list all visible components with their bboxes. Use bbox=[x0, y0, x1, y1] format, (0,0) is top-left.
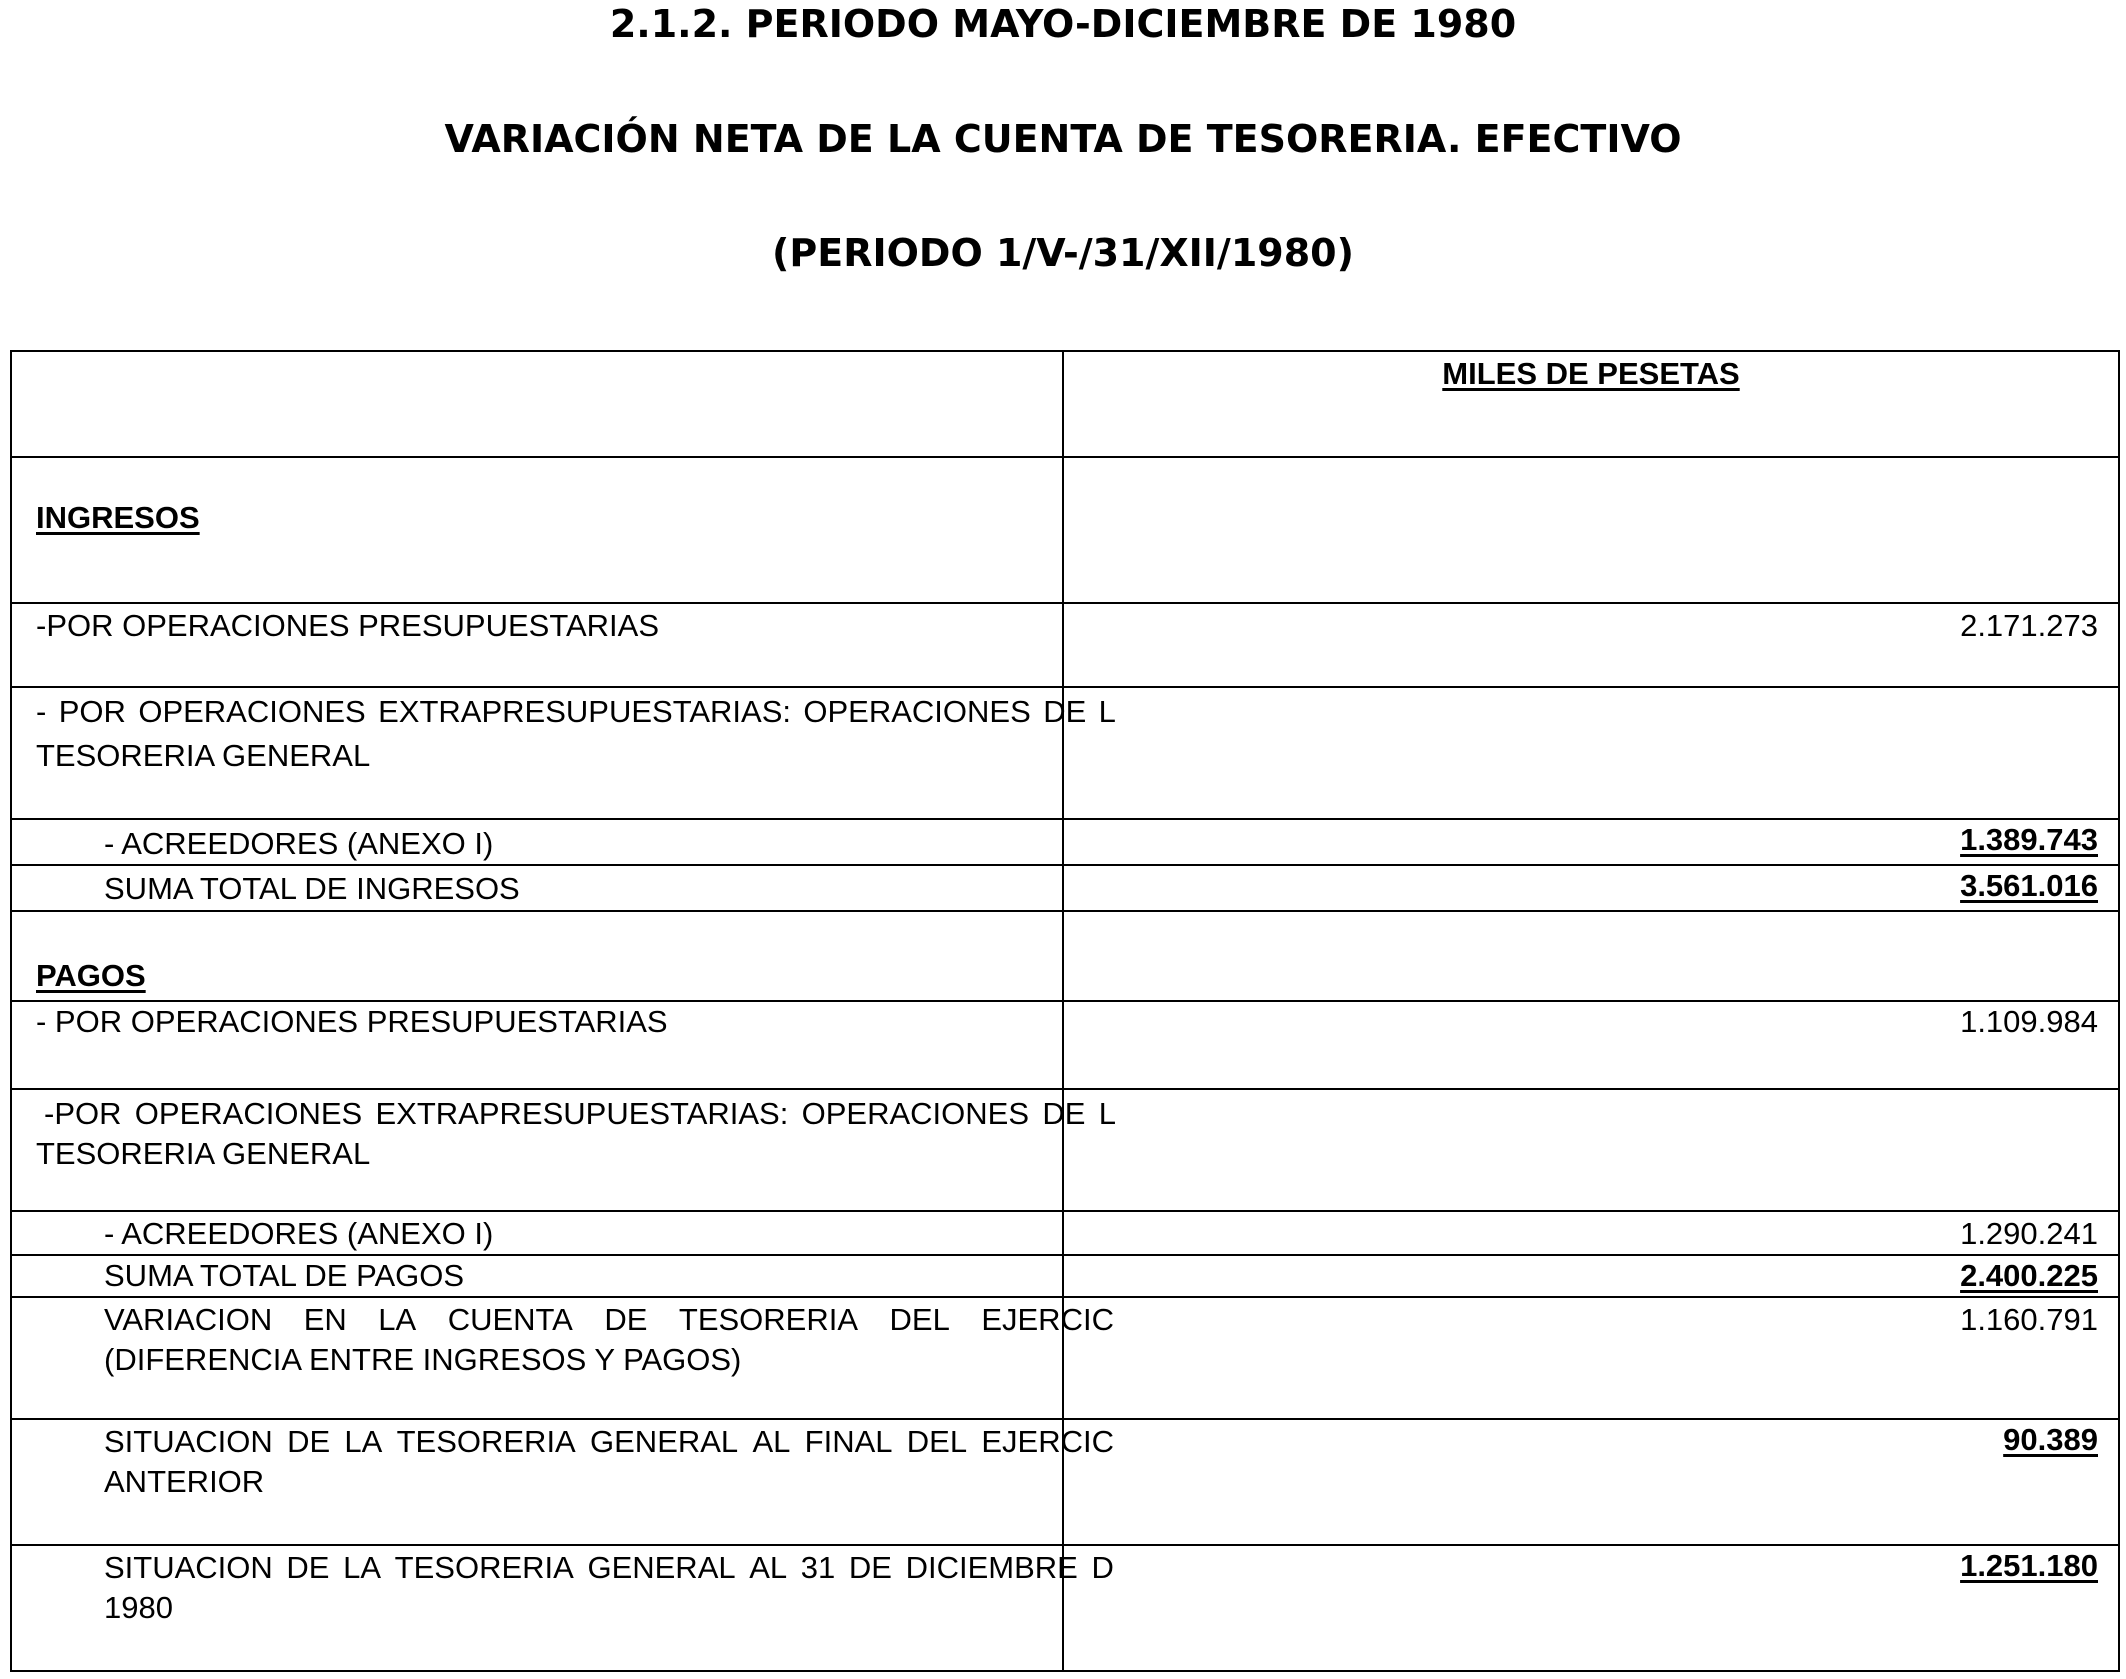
empty-value-cell bbox=[1063, 687, 2119, 819]
label-word: DEL bbox=[889, 1302, 950, 1337]
pagos-extra-line2: TESORERIA GENERAL bbox=[36, 1136, 371, 1171]
header-row bbox=[11, 351, 2119, 457]
ingresos-extra-line1 bbox=[36, 692, 1116, 732]
label-cell bbox=[11, 1419, 1114, 1545]
variacion-label bbox=[12, 1298, 1114, 1380]
ingresos-acreedores-label: - ACREEDORES (ANEXO I) bbox=[104, 826, 494, 861]
ingresos-heading-row bbox=[11, 457, 2119, 603]
pagos-presupuestarias-value: 1.109.984 bbox=[1960, 1004, 2098, 1039]
situacion-final-label bbox=[12, 1546, 1114, 1628]
table-row bbox=[11, 1089, 2119, 1211]
label-cell bbox=[11, 1255, 1063, 1297]
value-cell bbox=[1063, 865, 2119, 911]
pagos-total-label: SUMA TOTAL DE PAGOS bbox=[104, 1258, 465, 1293]
pagos-total-value: 2.400.225 bbox=[1960, 1258, 2098, 1293]
table-row bbox=[11, 1211, 2119, 1255]
label-word: VARIACION bbox=[104, 1302, 273, 1337]
ingresos-heading: INGRESOS bbox=[36, 500, 200, 535]
document-title: VARIACIÓN NETA DE LA CUENTA DE TESORERIA. EFECTIVO bbox=[444, 117, 1682, 161]
value-cell bbox=[1063, 1419, 2119, 1545]
label-word: OPERACIONES bbox=[803, 694, 1031, 729]
label-word: LA bbox=[344, 1424, 383, 1459]
table-row bbox=[11, 819, 2119, 865]
label-word: CUENTA bbox=[447, 1302, 573, 1337]
label-word: LA bbox=[343, 1550, 382, 1585]
label-word: L bbox=[1098, 1096, 1116, 1131]
label-word: EN bbox=[303, 1302, 347, 1337]
pagos-extra-line1 bbox=[44, 1094, 1116, 1134]
label-word: L bbox=[1098, 694, 1116, 729]
label-word: POR bbox=[58, 694, 126, 729]
value-cell bbox=[1063, 1545, 2119, 1671]
label-cell bbox=[11, 865, 1063, 911]
label-word: OPERACIONES bbox=[134, 1096, 363, 1131]
label-word: TESORERIA bbox=[678, 1302, 859, 1337]
label-word: EXTRAPRESUPUESTARIAS: bbox=[378, 694, 791, 729]
label-word: GENERAL bbox=[590, 1424, 739, 1459]
label-word: GENERAL bbox=[587, 1550, 736, 1585]
value-cell bbox=[1063, 819, 2119, 865]
table-row bbox=[11, 1001, 2119, 1089]
label-word: DE bbox=[604, 1302, 648, 1337]
table-row bbox=[11, 1255, 2119, 1297]
table-row bbox=[11, 1297, 2119, 1419]
ingresos-acreedores-value: 1.389.743 bbox=[1960, 822, 2098, 857]
label-word: EXTRAPRESUPUESTARIAS: bbox=[375, 1096, 789, 1131]
table-row bbox=[11, 1545, 2119, 1671]
label-word: LA bbox=[378, 1302, 417, 1337]
situacion-anterior-label bbox=[12, 1420, 1114, 1502]
ingresos-presupuestarias-label: -POR OPERACIONES PRESUPUESTARIAS bbox=[36, 608, 659, 643]
pagos-heading-cell bbox=[11, 911, 1063, 1001]
header-empty-cell bbox=[11, 351, 1063, 457]
label-word: FINAL bbox=[804, 1424, 893, 1459]
label-cell bbox=[11, 603, 1063, 687]
table-row bbox=[11, 603, 2119, 687]
label-word: EJERCIC bbox=[981, 1302, 1114, 1337]
label-word: DE bbox=[848, 1550, 892, 1585]
variacion-line2: (DIFERENCIA ENTRE INGRESOS Y PAGOS) bbox=[104, 1342, 742, 1377]
label-word: TESORERIA bbox=[396, 1424, 576, 1459]
label-cell bbox=[11, 1211, 1063, 1255]
empty-value-cell bbox=[1063, 1089, 2119, 1211]
label-cell bbox=[11, 1545, 1114, 1671]
section-title: 2.1.2. PERIODO MAYO-DICIEMBRE DE 1980 bbox=[609, 2, 1517, 46]
label-word: SITUACION bbox=[104, 1550, 273, 1585]
table-row bbox=[11, 865, 2119, 911]
empty-value-cell bbox=[1063, 911, 2119, 1001]
column-header-cell bbox=[1063, 351, 2119, 457]
table-row bbox=[11, 687, 2119, 819]
value-cell bbox=[1063, 1211, 2119, 1255]
label-word: DE bbox=[286, 1550, 330, 1585]
label-word: OPERACIONES bbox=[138, 694, 366, 729]
label-word: 31 bbox=[800, 1550, 836, 1585]
ingresos-total-label: SUMA TOTAL DE INGRESOS bbox=[104, 871, 520, 906]
pagos-acreedores-value: 1.290.241 bbox=[1960, 1216, 2098, 1251]
situacion-final-value: 1.251.180 bbox=[1960, 1548, 2098, 1583]
variacion-value: 1.160.791 bbox=[1960, 1302, 2098, 1337]
label-word: OPERACIONES bbox=[801, 1096, 1030, 1131]
situacion-final-line1 bbox=[104, 1548, 1114, 1588]
label-word: DE bbox=[1042, 1096, 1086, 1131]
column-header: MILES DE PESETAS bbox=[1442, 356, 1740, 391]
period-subtitle: (PERIODO 1/V-/31/XII/1980) bbox=[772, 231, 1354, 275]
ingresos-presupuestarias-value: 2.171.273 bbox=[1960, 608, 2098, 643]
label-word: D bbox=[1091, 1550, 1114, 1585]
label-word: DE bbox=[287, 1424, 331, 1459]
pagos-heading-row bbox=[11, 911, 2119, 1001]
situacion-final-line2: 1980 bbox=[104, 1590, 173, 1625]
treasury-table bbox=[10, 350, 2120, 1672]
ingresos-extra-line2: TESORERIA GENERAL bbox=[36, 738, 371, 773]
label-cell bbox=[11, 819, 1063, 865]
situacion-anterior-value: 90.389 bbox=[2003, 1422, 2098, 1457]
value-cell bbox=[1063, 1297, 2119, 1419]
label-word: AL bbox=[752, 1424, 791, 1459]
label-word: EJERCIC bbox=[981, 1424, 1114, 1459]
ingresos-total-value: 3.561.016 bbox=[1960, 868, 2098, 903]
table-row bbox=[11, 1419, 2119, 1545]
label-cell bbox=[11, 1089, 1116, 1211]
label-cell bbox=[11, 1297, 1114, 1419]
ingresos-heading-cell bbox=[11, 457, 1063, 603]
label-cell bbox=[11, 687, 1116, 819]
label-word: TESORERIA bbox=[394, 1550, 574, 1585]
label-word: DICIEMBRE bbox=[905, 1550, 1078, 1585]
ingresos-extra-label bbox=[12, 688, 1116, 776]
variacion-line1 bbox=[104, 1300, 1114, 1340]
empty-value-cell bbox=[1063, 457, 2119, 603]
label-word: -POR bbox=[44, 1096, 122, 1131]
label-word: AL bbox=[749, 1550, 788, 1585]
label-cell bbox=[11, 1001, 1063, 1089]
pagos-extra-label bbox=[12, 1090, 1116, 1174]
pagos-acreedores-label: - ACREEDORES (ANEXO I) bbox=[104, 1216, 494, 1251]
pagos-presupuestarias-label: - POR OPERACIONES PRESUPUESTARIAS bbox=[36, 1004, 668, 1039]
label-word: DE bbox=[1043, 694, 1087, 729]
label-word: SITUACION bbox=[104, 1424, 273, 1459]
label-word: DEL bbox=[906, 1424, 968, 1459]
situacion-anterior-line2: ANTERIOR bbox=[104, 1464, 265, 1499]
pagos-heading: PAGOS bbox=[36, 958, 146, 993]
value-cell bbox=[1063, 603, 2119, 687]
value-cell bbox=[1063, 1255, 2119, 1297]
value-cell bbox=[1063, 1001, 2119, 1089]
situacion-anterior-line1 bbox=[104, 1422, 1114, 1462]
label-word: - bbox=[36, 694, 47, 729]
